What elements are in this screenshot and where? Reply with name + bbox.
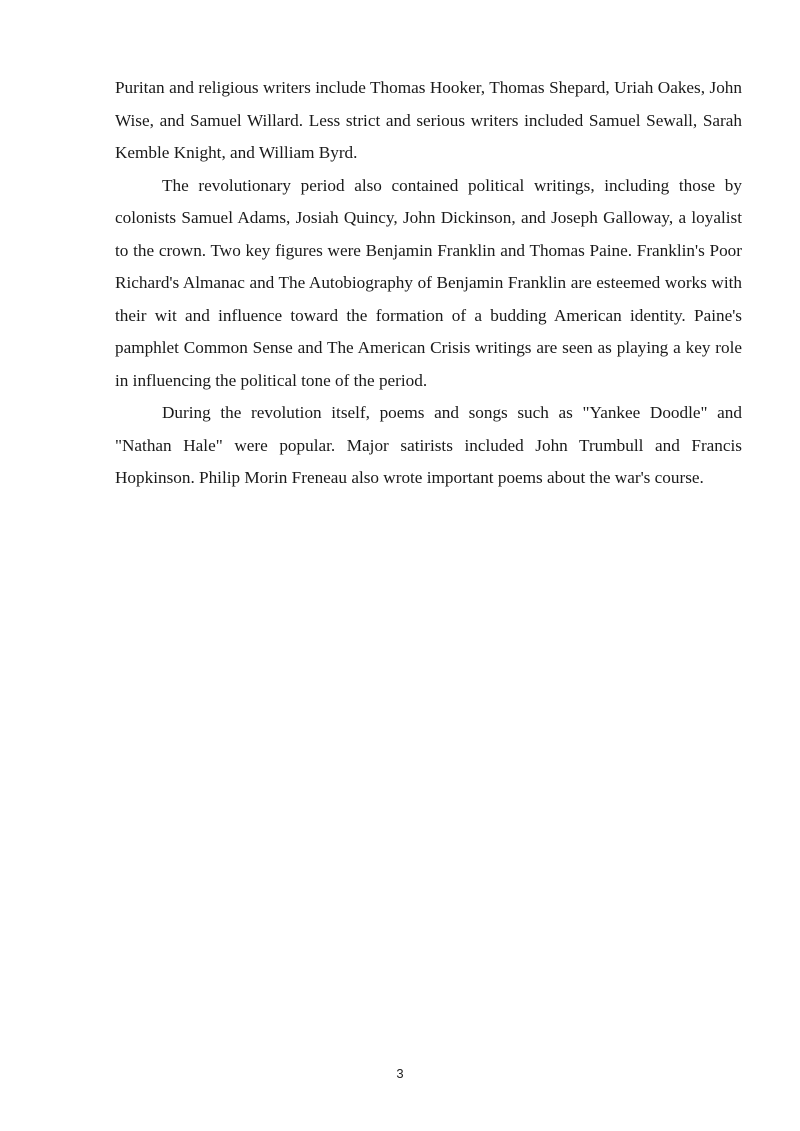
body-text xyxy=(115,72,742,495)
paragraph-revolution-poems: During the revolution itself, poems and songs such as "Yankee Doodle" and "Nathan Hale" were popular. Major satirists included John Trumbull and Francis Hopkinson. Philip Morin Freneau also wrote important poems about the war's course. xyxy=(115,403,742,487)
paragraph-revolutionary-period: The revolutionary period also contained political writings, including those by colonists Samuel Adams, Josiah Quincy, John Dickinson, and Joseph Galloway, a loyalist to the crown. Two key figures were Benjamin Franklin and Thomas Paine. Franklin's Poor Richard's Almanac and The Autobiography of Benjamin Franklin are esteemed works with their wit and influence toward the formation of a budding American identity. Paine's pamphlet Common Sense and The American Crisis writings are seen as playing a key role in influencing the political tone of the period. xyxy=(115,175,742,390)
page-number: 3 xyxy=(396,1066,404,1081)
paragraph-continuation: Puritan and religious writers include Thomas Hooker, Thomas Shepard, Uriah Oakes, John Wise, and Samuel Willard. Less strict and serious writers included Samuel Sewall, Sarah Kemble Knight, and William Byrd. xyxy=(115,78,742,162)
